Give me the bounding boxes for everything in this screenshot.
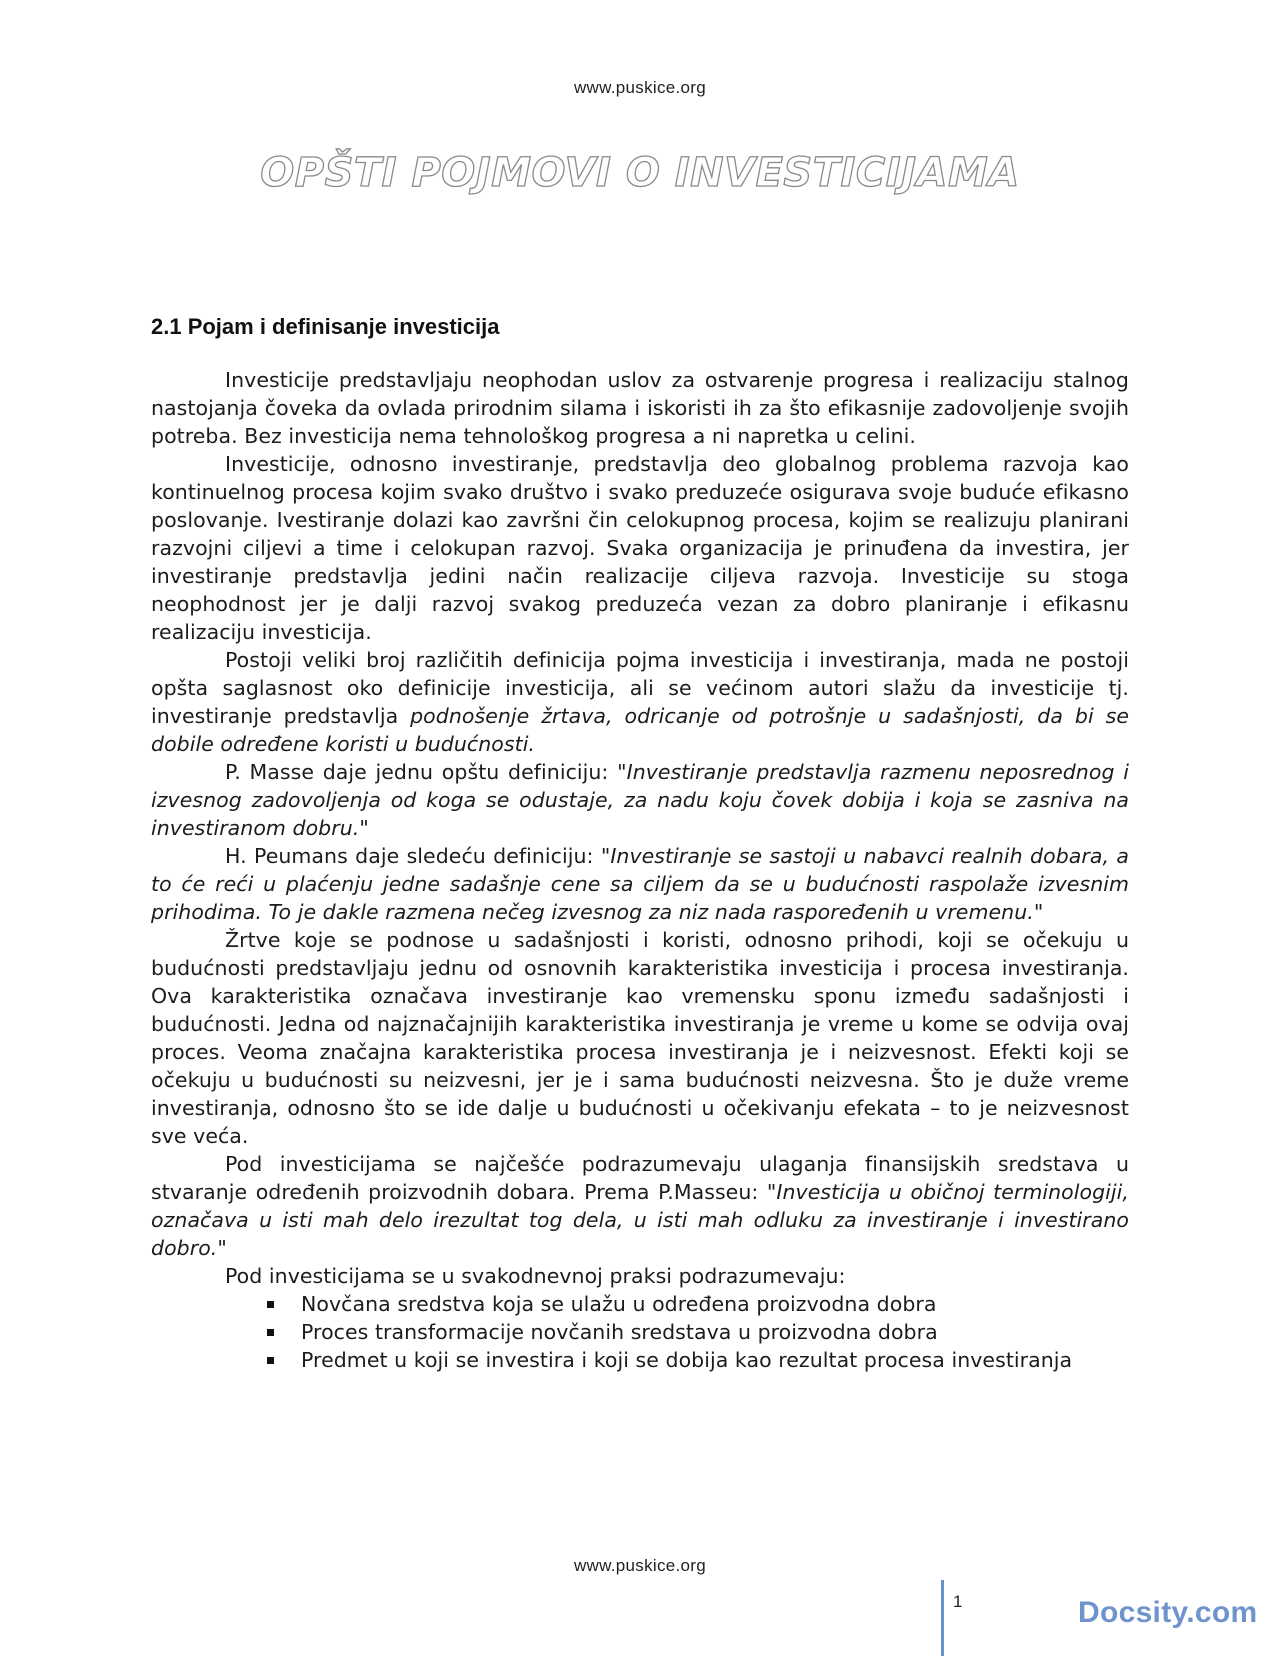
list-item xyxy=(151,1346,1129,1374)
bullet-list xyxy=(151,1290,1129,1374)
paragraph-container xyxy=(151,366,1129,1290)
paragraph xyxy=(151,366,1129,450)
text-run: " xyxy=(359,816,369,840)
text-run: Investicije, odnosno investiranje, predstavlja deo globalnog problema razvoja kao kontinuelnog procesa kojim svako društvo i svako preduzeće osigurava svoje buduće efikasno poslovanje. Ivestiranje dolazi kao završni čin celokupnog procesa, kojim se realizuju planirani razvojni ciljevi a time i celokupan razvoj. Svaka organizacija je prinuđena da investira, jer investiranje predstavlja jedini način realizacije ciljeva razvoja. Investicije su stoga neophodnost jer je dalji razvoj svakog preduzeća vezan za dobro planiranje i efikasnu realizaciju investicija. xyxy=(151,452,1129,644)
text-run: Pod investicijama se najčešće podrazumevaju ulaganja finansijskih sredstava u stvaranje određenih proizvodnih dobara. Prema P.Masseu: " xyxy=(151,1152,1129,1204)
paragraph xyxy=(151,1262,1129,1290)
paragraph xyxy=(151,926,1129,1150)
bullet-square-icon xyxy=(267,1357,274,1364)
paragraph xyxy=(151,646,1129,758)
page-number-divider xyxy=(941,1580,944,1656)
text-run: " xyxy=(1033,900,1044,924)
italic-quote: Investiranje se sastoji u nabavci realnih dobara, a to će reći u plaćenju jedne sadašnje cene sa ciljem da se u budućnosti raspolaže izvesnim prihodima. To je dakle razmena nečeg izvesnog za niz nada raspoređenih u vremenu. xyxy=(151,844,1129,924)
paragraph xyxy=(151,758,1129,842)
text-run: Pod investicijama se u svakodnevnoj praksi podrazumevaju: xyxy=(225,1264,846,1288)
italic-quote: Investicija u običnoj terminologiji, označava u isti mah delo irezultat tog dela, u isti mah odluku za investiranje i investirano dobro. xyxy=(151,1180,1129,1260)
section-heading: 2.1 Pojam i definisanje investicija xyxy=(151,314,500,339)
text-run: " xyxy=(217,1236,227,1260)
paragraph xyxy=(151,842,1129,926)
text-run: Postoji veliki broj različitih definicija pojma investicija i investiranja, mada ne postoji opšta saglasnost oko definicije investicija, ali se većinom autori slažu da investicije tj. investiranje predstavlja xyxy=(151,648,1129,728)
text-run: Žrtve koje se podnose u sadašnjosti i koristi, odnosno prihodi, koji se očekuju u budućnosti predstavljaju jednu od osnovnih karakteristika investicija i procesa investiranja. Ova karakteristika označava investiranje kao vremensku sponu između sadašnjosti i budućnosti. Jedna od najznačajnijih karakteristika investiranja je vreme u kome se odvija ovaj proces. Veoma značajna karakteristika procesa investiranja je i neizvesnost. Efekti koji se očekuju u budućnosti su neizvesni, jer je i sama budućnosti neizvesna. Što je duže vreme investiranja, odnosno što se ide dalje u budućnosti u očekivanju efekata – to je neizvesnost sve veća. xyxy=(151,928,1129,1148)
list-item-text: Proces transformacije novčanih sredstava u proizvodna dobra xyxy=(301,1320,938,1344)
page-title: OPŠTI POJMOVI O INVESTICIJAMA xyxy=(260,150,1020,196)
text-run: H. Peumans daje sledeću definiciju: " xyxy=(225,844,611,868)
bullet-square-icon xyxy=(267,1301,274,1308)
text-run: P. Masse daje jednu opštu definiciju: " xyxy=(225,760,627,784)
body-text xyxy=(151,366,1129,1374)
list-item xyxy=(151,1290,1129,1318)
list-item xyxy=(151,1318,1129,1346)
bullet-square-icon xyxy=(267,1329,274,1336)
list-item-text: Predmet u koji se investira i koji se dobija kao rezultat procesa investiranja xyxy=(301,1348,1073,1372)
paragraph xyxy=(151,450,1129,646)
list-item-text: Novčana sredstva koja se ulažu u određena proizvodna dobra xyxy=(301,1292,937,1316)
italic-quote: podnošenje žrtava, odricanje od potrošnje u sadašnjosti, da bi se dobile određene koristi u budućnosti. xyxy=(151,704,1129,756)
text-run: Investicije predstavljaju neophodan uslov za ostvarenje progresa i realizaciju stalnog nastojanja čoveka da ovlada prirodnim silama i iskoristi ih za što efikasnije zadovoljenje svojih potreba. Bez investicija nema tehnološkog progresa a ni napretka u celini. xyxy=(151,368,1129,448)
header-url: www.puskice.org xyxy=(573,78,707,97)
italic-quote: Investiranje predstavlja razmenu neposrednog i izvesnog zadovoljenja od koga se odustaje, za nadu koju čovek dobija i koja se zasniva na investiranom dobru. xyxy=(151,760,1129,840)
page-number: 1 xyxy=(953,1592,963,1611)
footer-url: www.puskice.org xyxy=(573,1556,707,1575)
docsity-watermark: Docsity.com xyxy=(1078,1596,1258,1629)
paragraph xyxy=(151,1150,1129,1262)
